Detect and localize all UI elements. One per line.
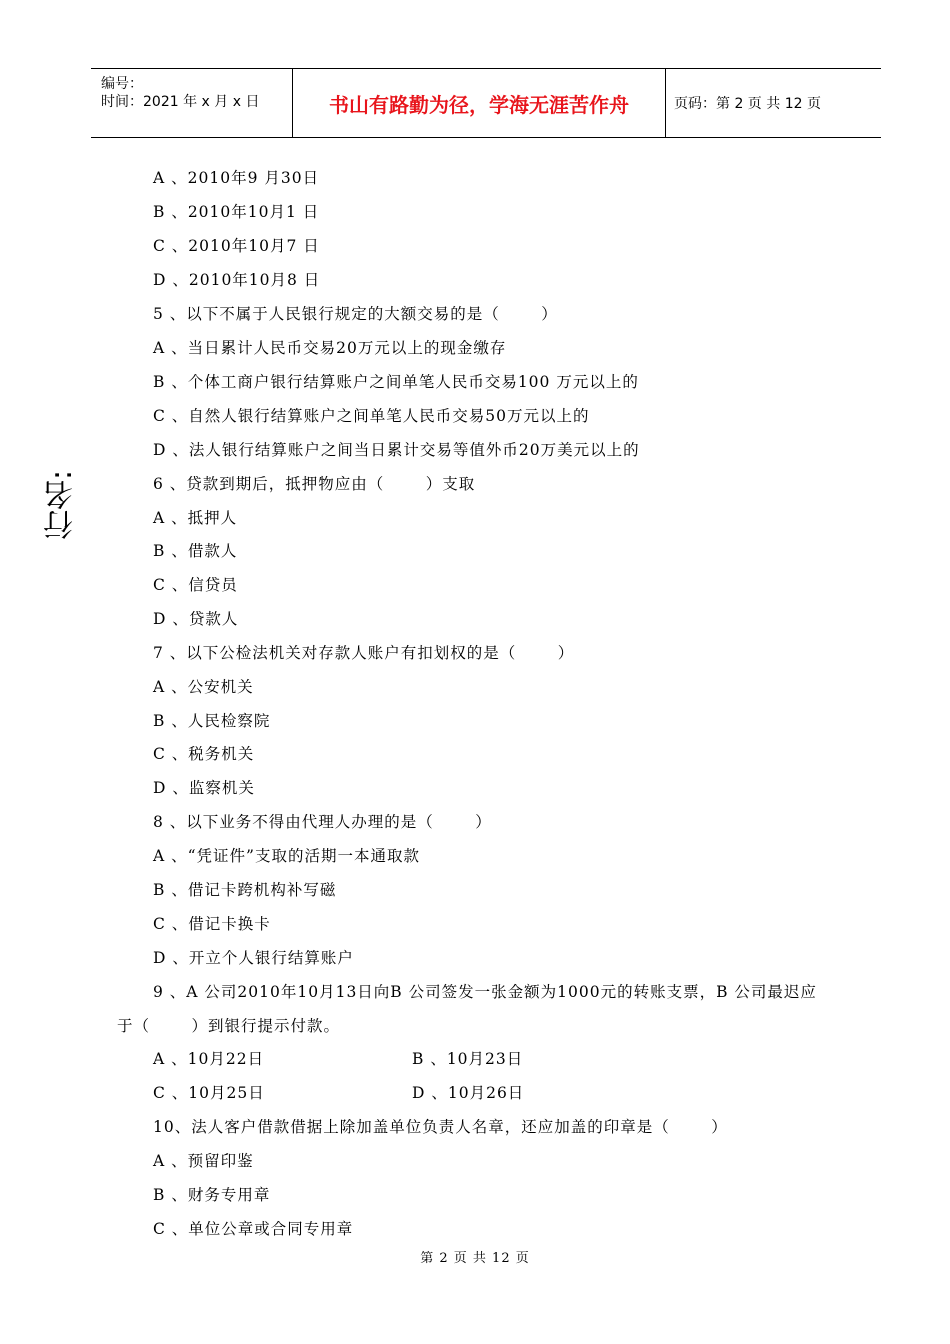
option-line: B 、财务专用章 [153,1186,271,1204]
option-line: D 、法人银行结算账户之间当日累计交易等值外币20万美元以上的 [153,441,640,459]
option-line: B 、借款人 [153,542,238,560]
option-line: D 、贷款人 [153,610,239,628]
serial-label: 编号： [101,76,143,92]
question-line: 10、法人客户借款借据上除加盖单位负责人名章，还应加盖的印章是（ ） [153,1118,728,1136]
option-line: C 、税务机关 [153,745,255,763]
question-line: 5 、以下不属于人民银行规定的大额交易的是（ ） [153,305,558,323]
page-footer: 第 2 页 共 12 页 [420,1251,530,1266]
option-line: B 、人民检察院 [153,712,271,730]
option-line: C 、2010年10月7 日 [153,237,320,255]
option-line: C 、10月25日 [153,1084,265,1102]
question-line: 6 、贷款到期后，抵押物应由（ ）支取 [153,475,476,493]
option-line: C 、自然人银行结算账户之间单笔人民币交易50万元以上的 [153,407,590,425]
question-line: 8 、以下业务不得由代理人办理的是（ ） [153,813,492,831]
option-line: D 、开立个人银行结算账户 [153,949,354,967]
option-line: C 、信贷员 [153,576,238,594]
option-line: A 、预留印鉴 [153,1152,254,1170]
time-label: 时间：2021 年 x 月 x 日 [101,94,260,110]
header-meta [91,69,293,137]
option-line: B 、2010年10月1 日 [153,203,320,221]
option-line: A 、抵押人 [153,509,238,527]
option-line: D 、监察机关 [153,779,255,797]
question-line: 于（ ）到银行提示付款。 [117,1017,340,1035]
option-line: B 、借记卡跨机构补写磁 [153,881,337,899]
option-line: D 、2010年10月8 日 [153,271,321,289]
option-line: D 、10月26日 [412,1084,525,1102]
option-line: C 、借记卡换卡 [153,915,271,933]
side-label: 行名: [44,469,79,540]
option-line: B 、个体工商户银行结算账户之间单笔人民币交易100 万元以上的 [153,373,639,391]
header-page-label: 页码：第 2 页 共 12 页 [674,96,821,112]
option-line: B 、10月23日 [412,1050,524,1068]
option-line: A 、公安机关 [153,678,254,696]
option-line: A 、“凭证件”支取的活期一本通取款 [153,847,420,865]
option-line: A 、2010年9 月30日 [153,169,320,187]
option-line: A 、当日累计人民币交易20万元以上的现金缴存 [153,339,507,357]
question-line: 9 、A 公司2010年10月13日向B 公司签发一张金额为1000元的转账支票，B 公司最迟应 [153,983,817,1001]
header-motto: 书山有路勤为径，学海无涯苦作舟 [293,69,666,137]
page-header [91,68,881,138]
option-line: A 、10月22日 [153,1050,265,1068]
question-line: 7 、以下公检法机关对存款人账户有扣划权的是（ ） [153,644,575,662]
option-line: C 、单位公章或合同专用章 [153,1220,354,1238]
